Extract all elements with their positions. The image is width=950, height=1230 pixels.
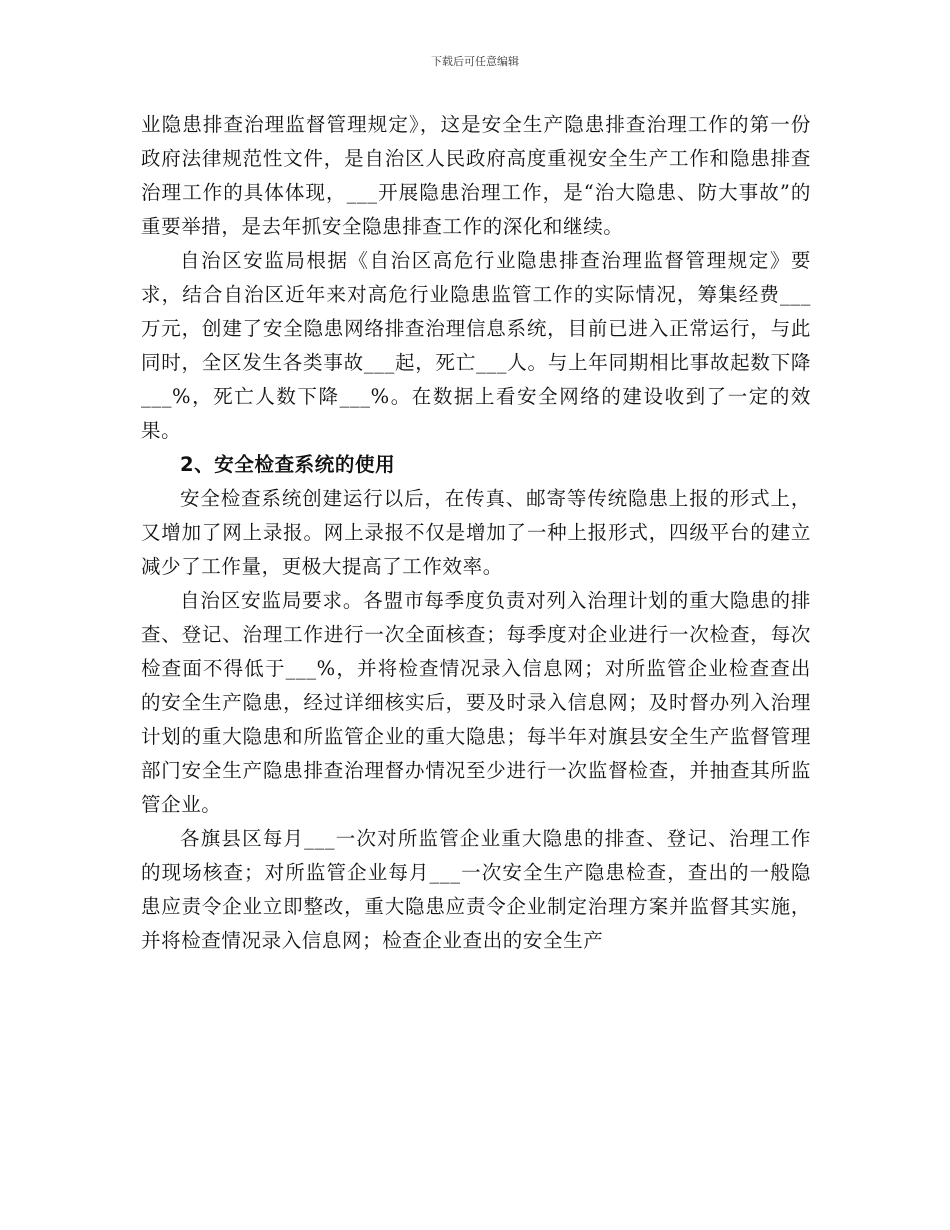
section-heading: 2、安全检查系统的使用	[180, 453, 396, 476]
paragraph-regional-requirements: 自治区安监局要求。各盟市每季度负责对列入治理计划的重大隐患的排查、登记、治理工作进行一次全面核查；每季度对企业进行一次检查，每次检查面不得低于___%，并将检查情况录入信息网；对所监管企业检查查出的安全生产隐患，经过详细核实后，要及时录入信息网；及时督办列入治理计划的重大隐患和所监管企业的重大隐患；每半年对旗县安全生产监督管理部门安全生产隐患排查治理督办情况至少进行一次监督检查，并抽查其所监管企业。	[141, 589, 811, 816]
document-body	[141, 108, 811, 958]
paragraph-system-creation: 自治区安监局根据《自治区高危行业隐患排查治理监督管理规定》要求，结合自治区近年来对高危行业隐患监管工作的实际情况，筹集经费___万元，创建了安全隐患网络排查治理信息系统，目前已进入正常运行，与此同时，全区发生各类事故___起，死亡___人。与上年同期相比事故起数下降___%，死亡人数下降___%。在数据上看安全网络的建设收到了一定的效果。	[141, 249, 811, 442]
paragraph-continued: 业隐患排查治理监督管理规定》，这是安全生产隐患排查治理工作的第一份政府法律规范性文件，是自治区人民政府高度重视安全生产工作和隐患排查治理工作的具体体现，___开展隐患治理工作，是“治大隐患、防大事故”的重要举措，是去年抓安全隐患排查工作的深化和继续。	[141, 113, 811, 238]
page-header: 下载后可任意编辑	[431, 55, 519, 68]
paragraph-system-usage: 安全检查系统创建运行以后，在传真、邮寄等传统隐患上报的形式上，又增加了网上录报。网上录报不仅是增加了一种上报形式，四级平台的建立减少了工作量，更极大提高了工作效率。	[141, 487, 811, 578]
paragraph-county-requirements: 各旗县区每月___一次对所监管企业重大隐患的排查、登记、治理工作的现场核查；对所监管企业每月___一次安全生产隐患检查，查出的一般隐患应责令企业立即整改，重大隐患应责令企业制定治理方案并监督其实施，并将检查情况录入信息网；检查企业查出的安全生产	[141, 827, 811, 952]
